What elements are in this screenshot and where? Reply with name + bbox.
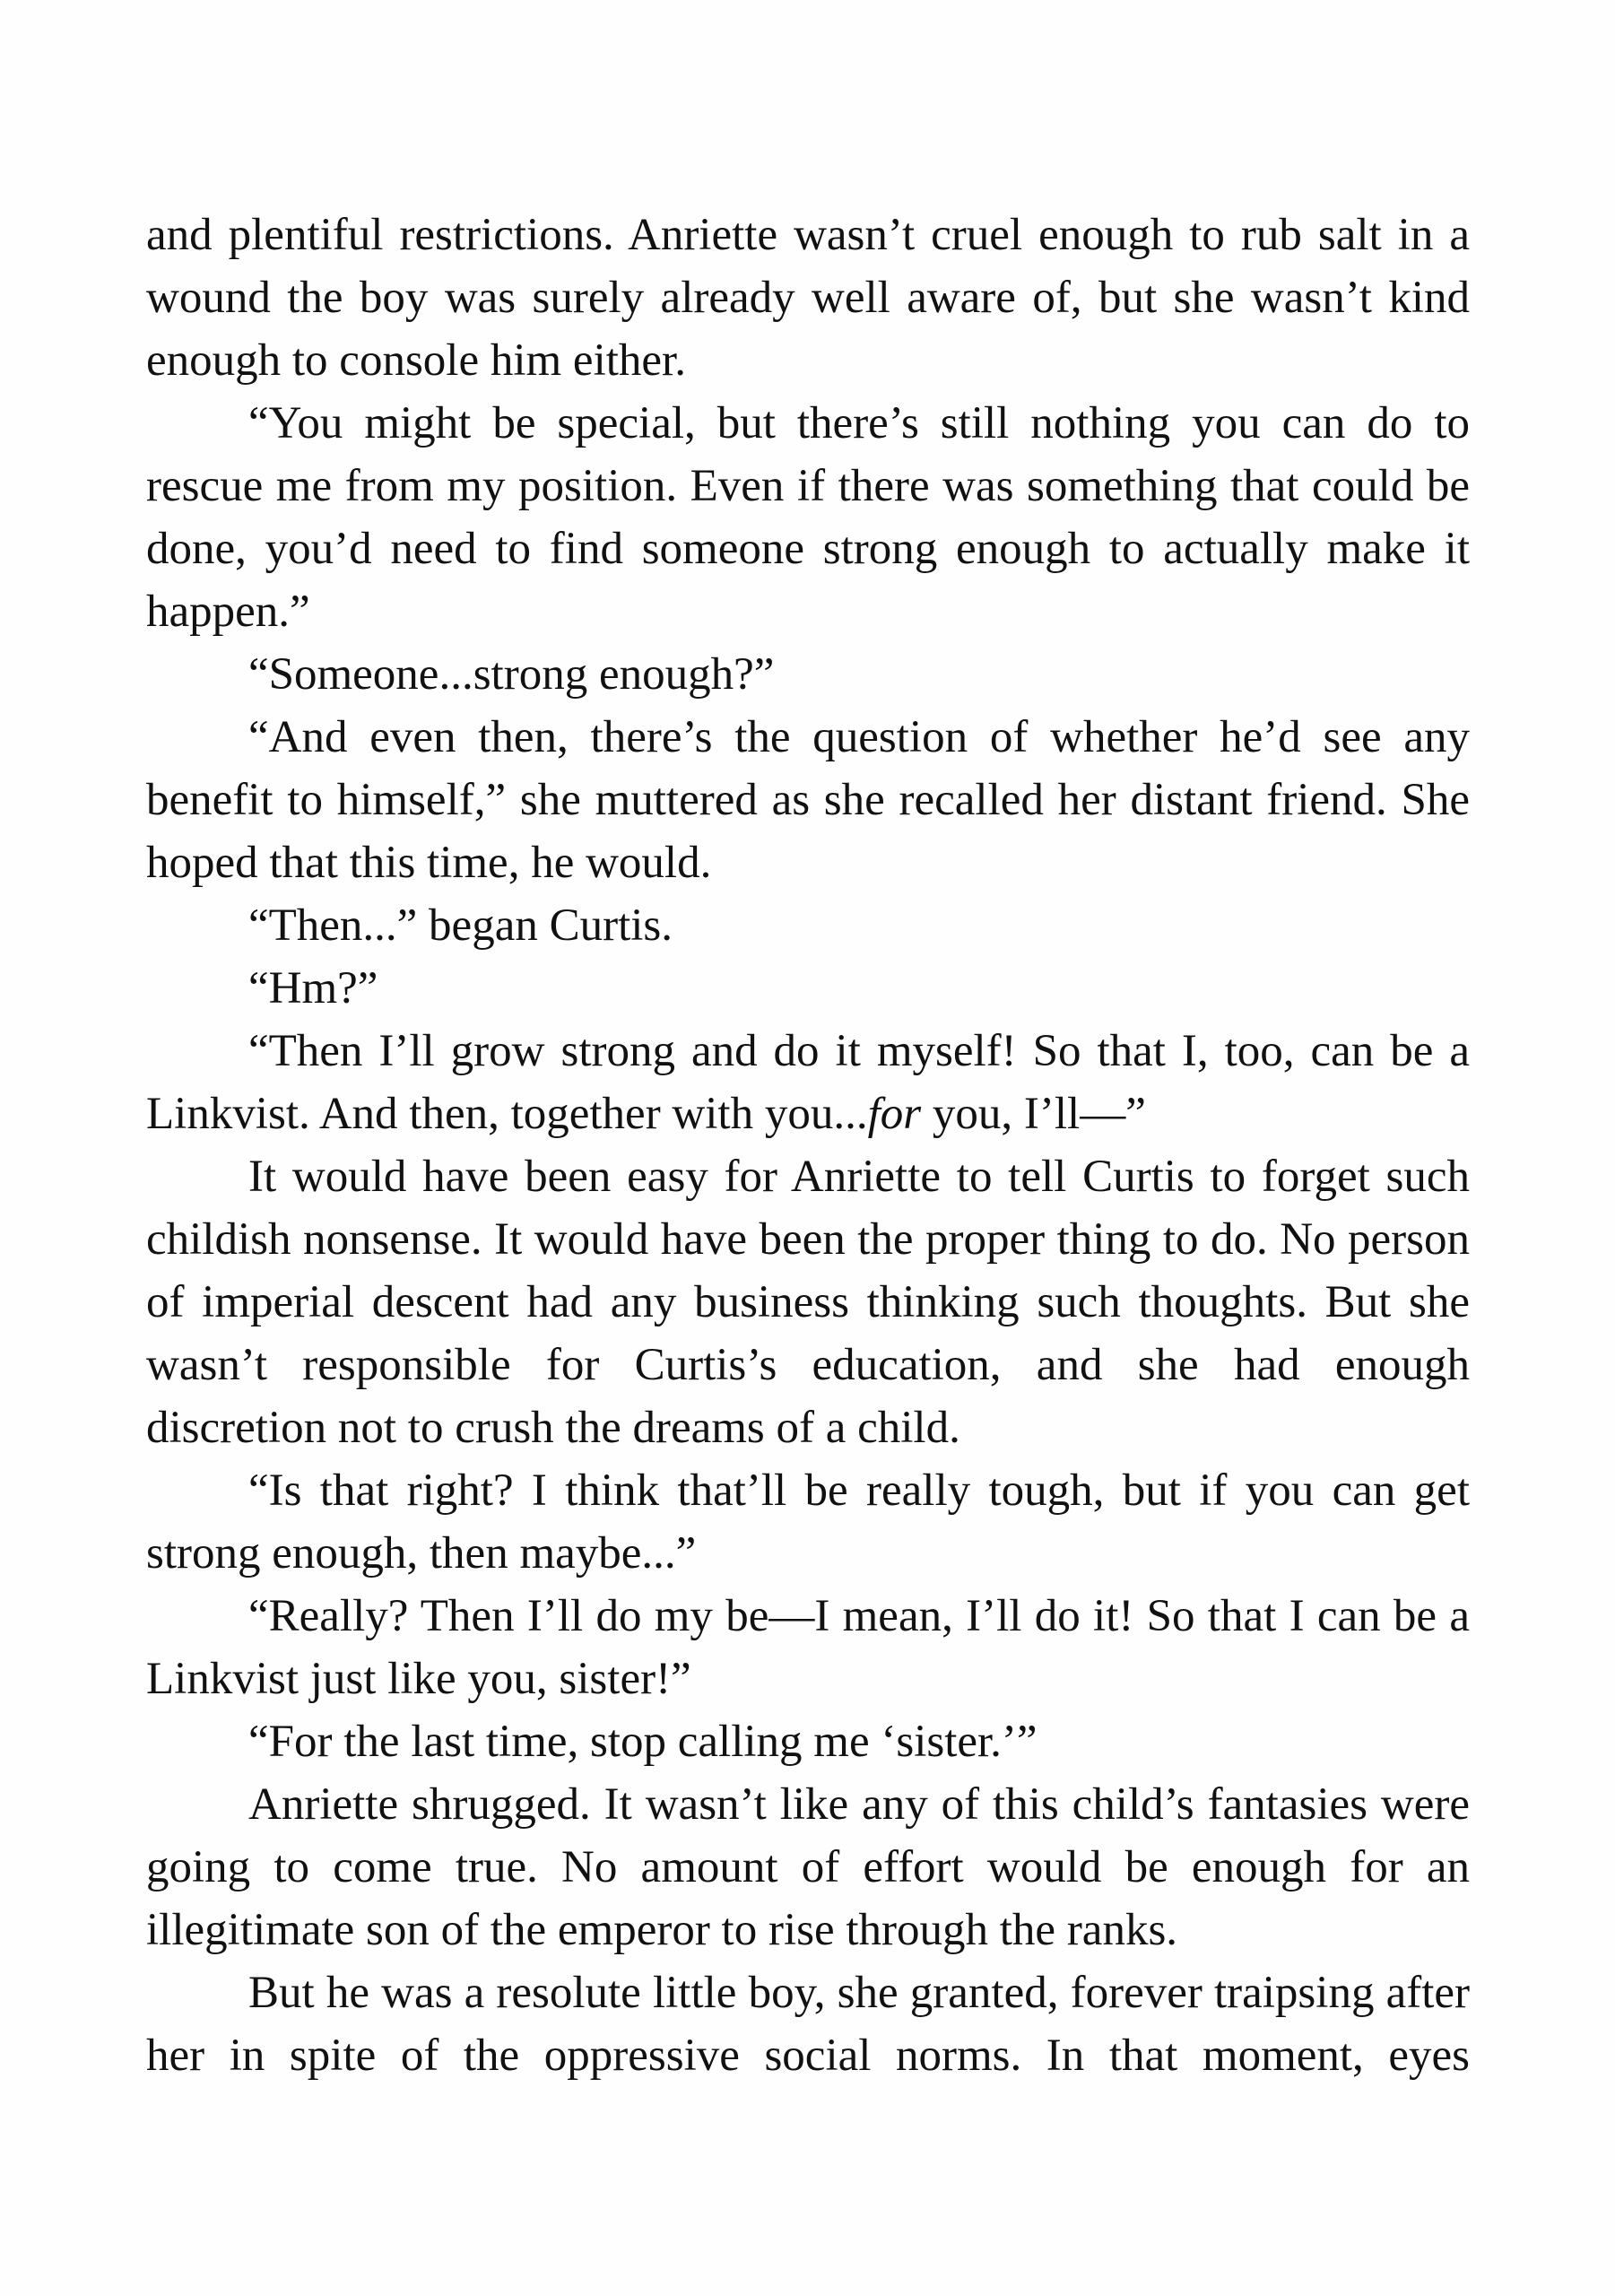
paragraph-text: “You might be special, but there’s still nothing you can do to rescue me from my position. Even if there was something that could be done, you’d need to find someone strong enough to actually make it happen.” [146, 398, 1470, 637]
paragraph [146, 392, 1470, 643]
paragraph [146, 1459, 1470, 1585]
book-page-body [146, 204, 1470, 2087]
paragraph-text: “Someone...strong enough?” [248, 649, 775, 700]
paragraph-text: “And even then, there’s the question of whether he’d see any benefit to himself,” she muttered as she recalled her distant friend. She hoped that this time, he would. [146, 712, 1470, 888]
paragraph-text: “Then...” began Curtis. [248, 900, 673, 951]
paragraph [146, 894, 1470, 957]
paragraph [146, 1145, 1470, 1459]
paragraph [146, 706, 1470, 894]
paragraph-text: you, I’ll—” [921, 1089, 1146, 1139]
paragraph-text: “For the last time, stop calling me ‘sister.’” [248, 1717, 1038, 1767]
paragraph [146, 643, 1470, 706]
paragraph [146, 1710, 1470, 1773]
paragraph-text: “Then I’ll grow strong and do it myself! So that I, too, can be a Linkvist. And then, together with you... [146, 1026, 1470, 1139]
paragraph [146, 1020, 1470, 1145]
paragraph [146, 204, 1470, 392]
paragraph [146, 1773, 1470, 1961]
paragraph-text: It would have been easy for Anriette to tell Curtis to forget such childish nonsense. It would have been the proper thing to do. No person of imperial descent had any business thinking such thoughts. But she wasn’t responsible for Curtis’s education, and she had enough discretion not to crush the dreams of a child. [146, 1152, 1470, 1453]
paragraph [146, 957, 1470, 1020]
paragraph-text: But he was a resolute little boy, she granted, forever traipsing after her in spite of the oppressive social norms. In that moment, eyes [146, 1968, 1470, 2081]
paragraph-text: “Hm?” [248, 963, 378, 1013]
italic-emphasis: for [867, 1089, 922, 1139]
paragraph-text: “Is that right? I think that’ll be really tough, but if you can get strong enough, then maybe...” [146, 1465, 1470, 1578]
paragraph-text: and plentiful restrictions. Anriette wasn’t cruel enough to rub salt in a wound the boy was surely already well aware of, but she wasn’t kind enough to console him either. [146, 210, 1470, 386]
paragraph-text: “Really? Then I’ll do my be—I mean, I’ll do it! So that I can be a Linkvist just like you, sister!” [146, 1591, 1470, 1704]
paragraph-text: Anriette shrugged. It wasn’t like any of this child’s fantasies were going to come true. No amount of effort would be enough for an illegitimate son of the emperor to rise through the ranks. [146, 1779, 1470, 1955]
paragraph [146, 1961, 1470, 2087]
paragraph [146, 1585, 1470, 1710]
